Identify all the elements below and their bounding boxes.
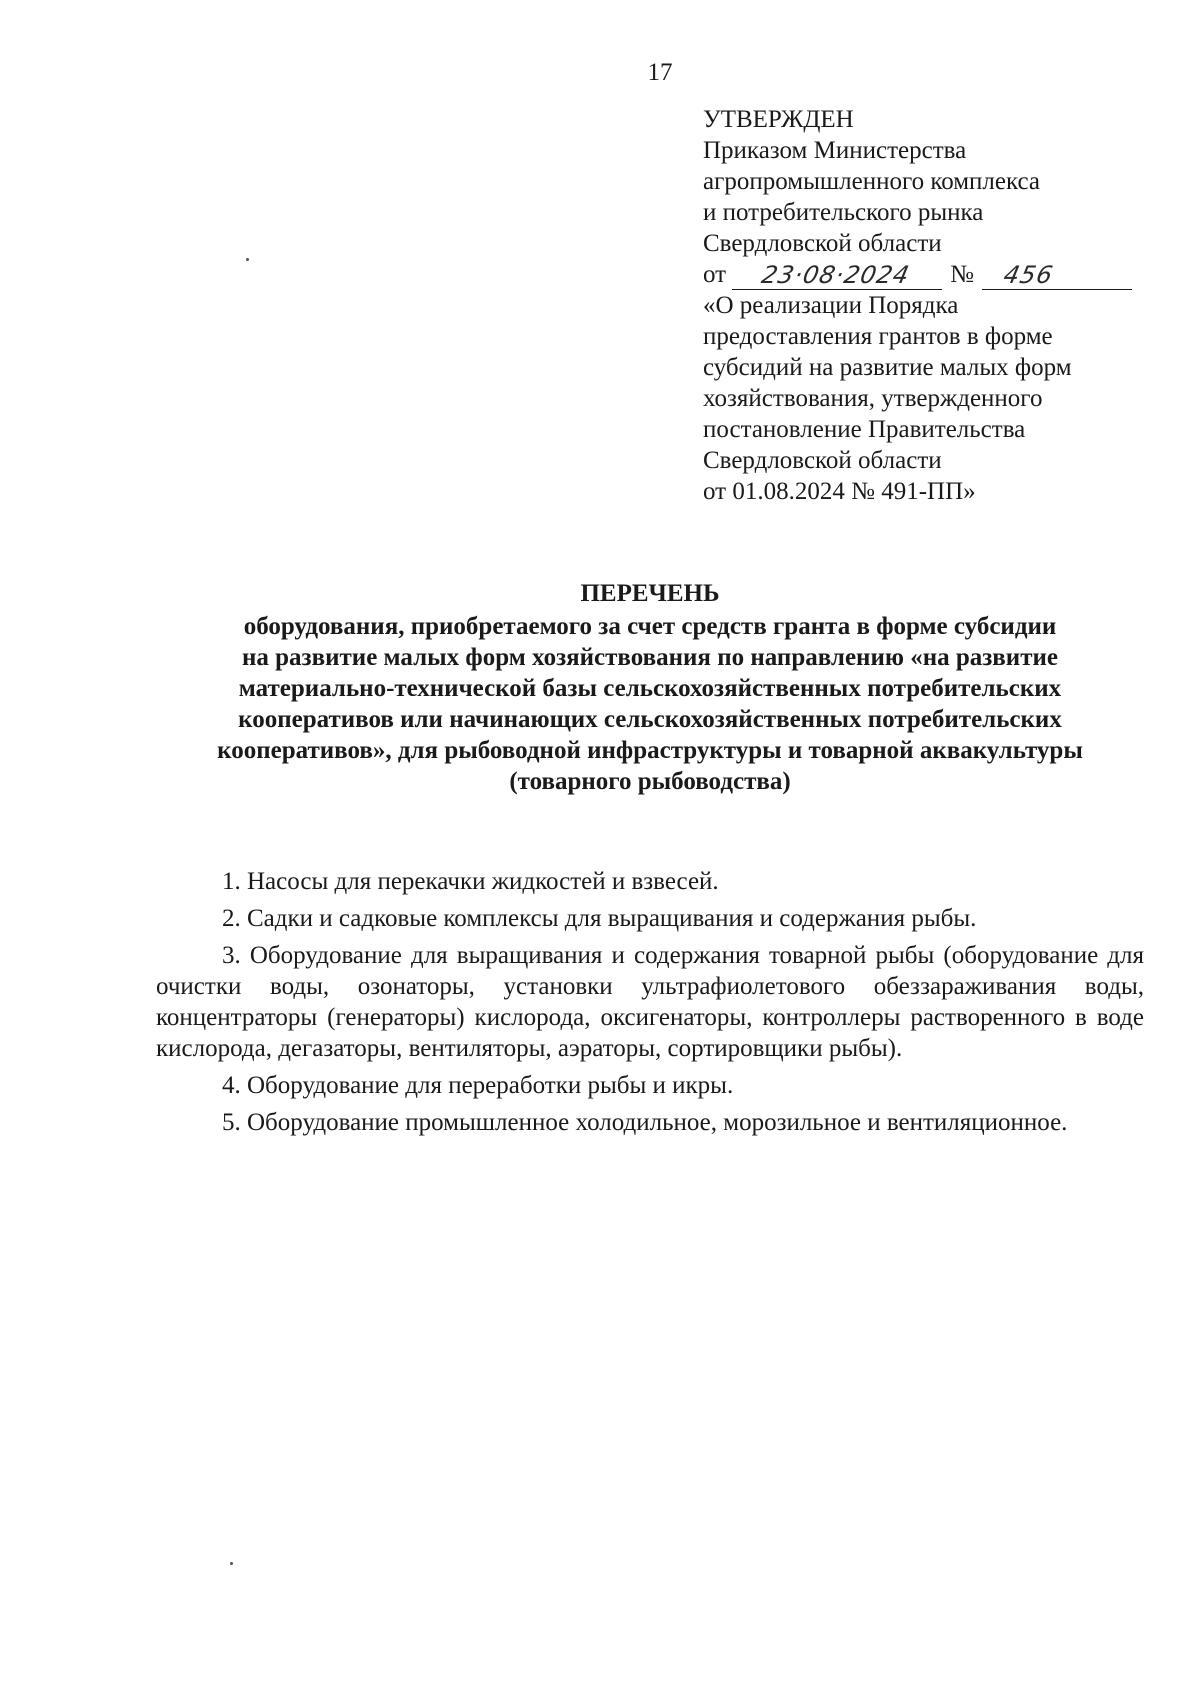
approval-title-line-3: субсидий на развитие малых форм [703, 354, 1072, 381]
number-blank [982, 261, 1132, 290]
document-title: ПЕРЕЧЕНЬ [580, 580, 720, 607]
document-subtitle-line-5: кооперативов», для рыбоводной инфраструктуры и товарной аквакультуры [217, 737, 1083, 764]
approval-line-4: Свердловской области [703, 230, 942, 257]
document-subtitle-line-6: (товарного рыбоводства) [509, 768, 791, 795]
date-prefix: от [703, 261, 727, 288]
handwritten-date: 23·08·2024 [759, 261, 913, 289]
approval-title-line-7: от 01.08.2024 № 491-ПП» [703, 478, 976, 505]
list-item: 1. Насосы для перекачки жидкостей и взвесей. [222, 868, 719, 895]
approval-title-line-6: Свердловской области [703, 447, 942, 474]
approval-title-line-2: предоставления грантов в форме [703, 323, 1053, 350]
approval-title-line-1: «О реализации Порядка [703, 292, 959, 319]
document-subtitle-line-1: оборудования, приобретаемого за счет средств гранта в форме субсидии [243, 613, 1057, 640]
handwritten-number: 456 [1001, 261, 1056, 289]
list-item: 2. Садки и садковые комплексы для выращивания и содержания рыбы. [222, 905, 977, 932]
page-number: 17 [647, 59, 673, 86]
approval-heading: УТВЕРЖДЕН [703, 106, 854, 133]
scan-speck [246, 258, 249, 261]
approval-date-line [703, 259, 1143, 290]
approval-title-line-4: хозяйствования, утвержденного [703, 385, 1043, 412]
scan-speck [230, 1562, 233, 1565]
document-subtitle-line-4: кооперативов или начинающих сельскохозяйственных потребительских [238, 706, 1062, 733]
equipment-list [156, 866, 1144, 1144]
date-blank [732, 261, 942, 290]
document-title-block [150, 578, 1150, 797]
approval-line-1: Приказом Министерства [703, 137, 967, 164]
list-item: 5. Оборудование промышленное холодильное, морозильное и вентиляционное. [222, 1109, 1068, 1136]
approval-title-line-5: постановление Правительства [703, 416, 1026, 443]
document-subtitle-line-3: материально-технической базы сельскохозяйственных потребительских [238, 675, 1062, 702]
approval-line-2: агропромышленного комплекса [703, 168, 1041, 195]
approval-line-3: и потребительского рынка [703, 199, 984, 226]
document-subtitle-line-2: на развитие малых форм хозяйствования по направлению «на развитие [242, 644, 1058, 671]
list-item: 4. Оборудование для переработки рыбы и икры. [222, 1072, 734, 1099]
number-prefix: № [950, 261, 974, 288]
approval-block [703, 104, 1143, 507]
list-item: 3. Оборудование для выращивания и содержания товарной рыбы (оборудование для очистки воды, озонаторы, установки ультрафиолетового обеззараживания воды, концентраторы (генераторы) кислорода, оксигенаторы, контроллеры растворенного в воде кислорода, дегазаторы, вентиляторы, аэраторы, сортировщики рыбы). [156, 942, 1144, 1062]
